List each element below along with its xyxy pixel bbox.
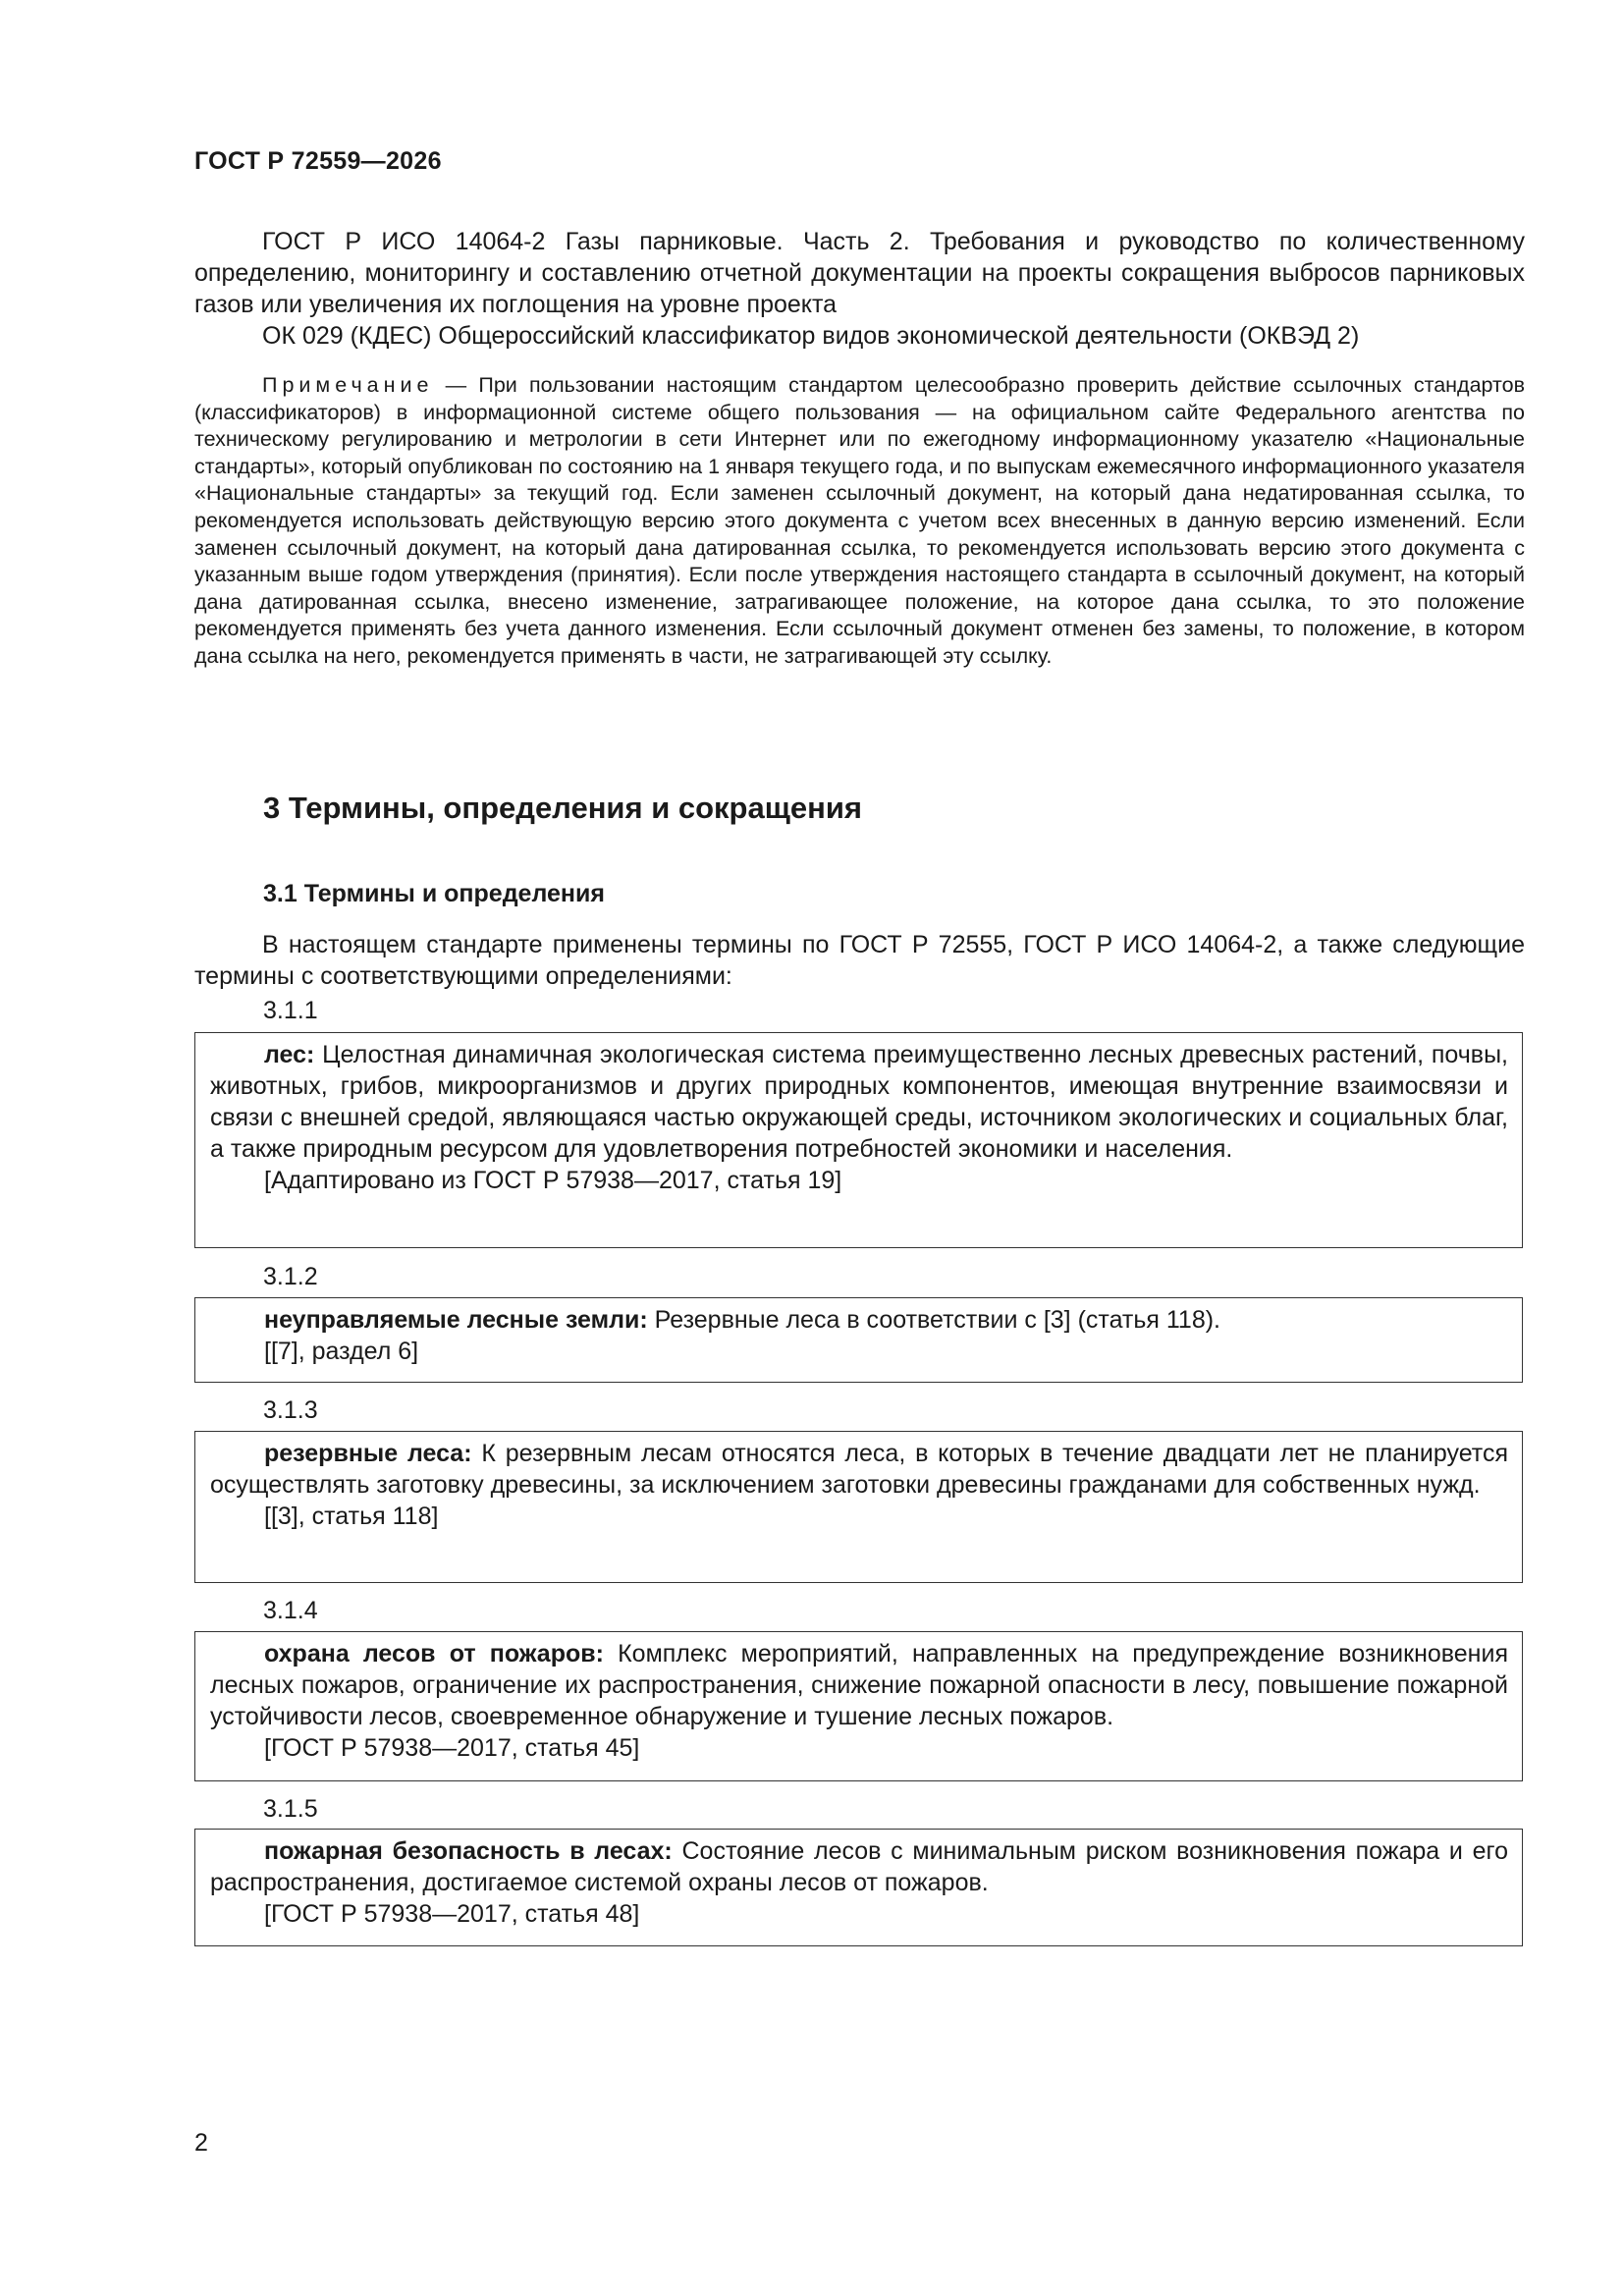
term-number: 3.1.4 [263,1597,318,1624]
term-text: Целостная динамичная экологическая система преимущественно лесных древесных растений, почвы, животных, грибов, микроорганизмов и других природных компонентов, имеющая внутренние взаимосвязи и связи с внешней средой, являющаяся частью окружающей среды, источником экологических и социальных благ, а также природным ресурсом для удовлетворения потребностей экономики и населения. [210,1041,1508,1163]
term-name: неуправляемые лесные земли: [264,1306,648,1334]
term-definition [210,1304,1508,1336]
page-number: 2 [194,2129,208,2157]
term-name: лес: [264,1041,315,1068]
term-number: 3.1.5 [263,1795,318,1823]
term-definition [210,1438,1508,1501]
note-text: — При пользовании настоящим стандартом целесообразно проверить действие ссылочных стандартов (классификаторов) в информационной системе общего пользования — на официальном сайте Федерального агентства по техническому регулированию и метрологии в сети Интернет или по ежегодному информационному указателю «Национальные стандарты», который опубликован по состоянию на 1 января текущего года, и по выпускам ежемесячного информационного указателя «Национальные стандарты» за текущий год. Если заменен ссылочный документ, на который дана недатированная ссылка, то рекомендуется использовать действующую версию этого документа с учетом всех внесенных в данную версию изменений. Если заменен ссылочный документ, на который дана датированная ссылка, то рекомендуется использовать версию этого документа с указанным выше годом утверждения (принятия). Если после утверждения настоящего стандарта в ссылочный документ, на который дана датированная ссылка, внесено изменение, затрагивающее положение, на которое дана ссылка, то это положение рекомендуется применять без учета данного изменения. Если ссылочный документ отменен без замены, то положение, в котором дана ссылка на него, рекомендуется применять в части, не затрагивающей эту ссылку. [194,373,1525,668]
term-text: Состояние лесов с минимальным риском возникновения пожара и его распространения, достигаемое системой охраны лесов от пожаров. [210,1837,1508,1896]
section-title: 3 Термины, определения и сокращения [263,791,862,825]
intro-paragraph: В настоящем стандарте применены термины по ГОСТ Р 72555, ГОСТ Р ИСО 14064-2, а также следующие термины с соответствующими определениями: [194,931,1525,990]
term-source: [ГОСТ Р 57938—2017, статья 48] [264,1900,640,1928]
term-box [194,1431,1523,1583]
term-source: [ГОСТ Р 57938—2017, статья 45] [264,1734,640,1762]
term-source: [[3], статья 118] [264,1503,439,1530]
term-text: К резервным лесам относятся леса, в которых в течение двадцати лет не планируется осуществлять заготовку древесины, за исключением заготовки древесины гражданами для собственных нужд. [210,1440,1509,1499]
term-text: Комплекс мероприятий, направленных на предупреждение возникновения лесных пожаров, ограничение их распространения, снижение пожарной опасности в лесу, повышение пожарной устойчивости лесов, своевременное обнаружение и тушение лесных пожаров. [210,1640,1508,1730]
term-name: резервные леса: [264,1440,472,1467]
term-name: охрана лесов от пожаров: [264,1640,604,1667]
term-name: пожарная безопасность в лесах: [264,1837,673,1865]
term-box [194,1631,1523,1781]
term-number: 3.1.2 [263,1263,318,1290]
note-paragraph [194,372,1525,671]
term-source: [Адаптировано из ГОСТ Р 57938—2017, статья 19] [264,1167,842,1194]
reference-item: ОК 029 (КДЕС) Общероссийский классификатор видов экономической деятельности (ОКВЭД 2) [262,322,1360,350]
normative-references [194,226,1525,352]
term-definition [210,1039,1508,1165]
term-number: 3.1.1 [263,997,318,1024]
term-box [194,1032,1523,1248]
note-label: Примечание [262,373,434,397]
term-definition [210,1638,1508,1732]
term-number: 3.1.3 [263,1396,318,1424]
term-definition [210,1835,1508,1898]
term-box [194,1297,1523,1383]
reference-item: ГОСТ Р ИСО 14064-2 Газы парниковые. Часть 2. Требования и руководство по количественному определению, мониторингу и составлению отчетной документации на проекты сокращения выбросов парниковых газов или увеличения их поглощения на уровне проекта [194,228,1525,318]
standard-code-header: ГОСТ Р 72559—2026 [194,147,442,175]
subsection-title: 3.1 Термины и определения [263,880,605,907]
term-source: [[7], раздел 6] [264,1338,419,1365]
term-text: Резервные леса в соответствии с [3] (статья 118). [647,1306,1221,1334]
term-box [194,1829,1523,1946]
